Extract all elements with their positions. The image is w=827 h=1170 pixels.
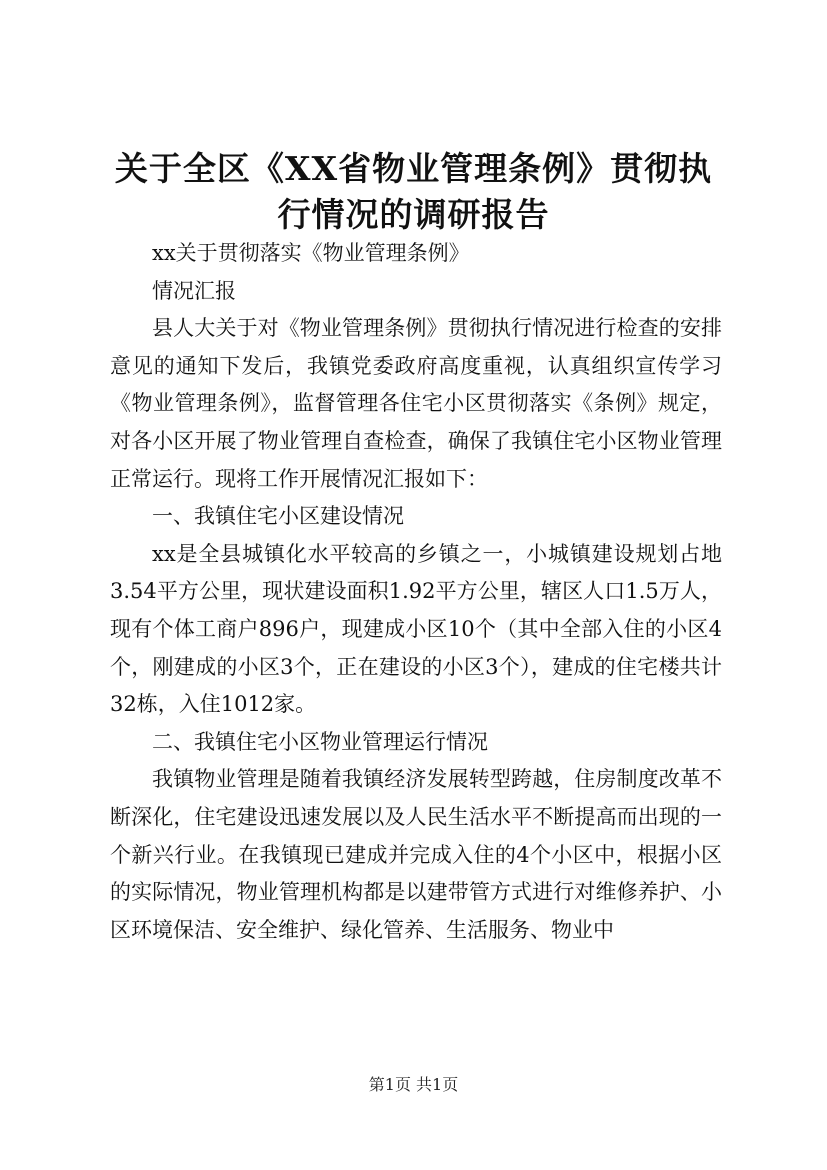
- paragraph: 县人大关于对《物业管理条例》贯彻执行情况进行检查的安排意见的通知下发后，我镇党委政府高度重视，认真组织宣传学习《物业管理条例》，监督管理各住宅小区贯彻落实《条例》规定，对各小区开展了物业管理自查检查，确保了我镇住宅小区物业管理正常运行。现将工作开展情况汇报如下：: [110, 316, 722, 491]
- paragraph: 二、我镇住宅小区物业管理运行情况: [152, 729, 488, 754]
- page-footer: 第1页 共1页: [368, 1075, 459, 1094]
- paragraph: xx是全县城镇化水平较高的乡镇之一，小城镇建设规划占地3.54平方公里，现状建设面积1.92平方公里，辖区人口1.5万人，现有个体工商户896户，现建成小区10个（其中全部入住的小区4个，刚建成的小区3个，正在建设的小区3个），建成的住宅楼共计32栋，入住1012家。: [110, 541, 722, 717]
- document-title: 关于全区《XX省物业管理条例》贯彻执行情况的调研报告: [114, 149, 713, 234]
- paragraph: 情况汇报: [152, 278, 236, 303]
- document-body: [110, 235, 722, 949]
- paragraph: 我镇物业管理是随着我镇经济发展转型跨越，住房制度改革不断深化，住宅建设迅速发展以及人民生活水平不断提高而出现的一个新兴行业。在我镇现已建成并完成入住的4个小区中，根据小区的实际情况，物业管理机构都是以建带管方式进行对维修养护、小区环境保洁、安全维护、绿化管养、生活服务、物业中: [110, 767, 722, 942]
- paragraph: xx关于贯彻落实《物业管理条例》: [152, 241, 470, 265]
- paragraph: 一、我镇住宅小区建设情况: [152, 504, 404, 529]
